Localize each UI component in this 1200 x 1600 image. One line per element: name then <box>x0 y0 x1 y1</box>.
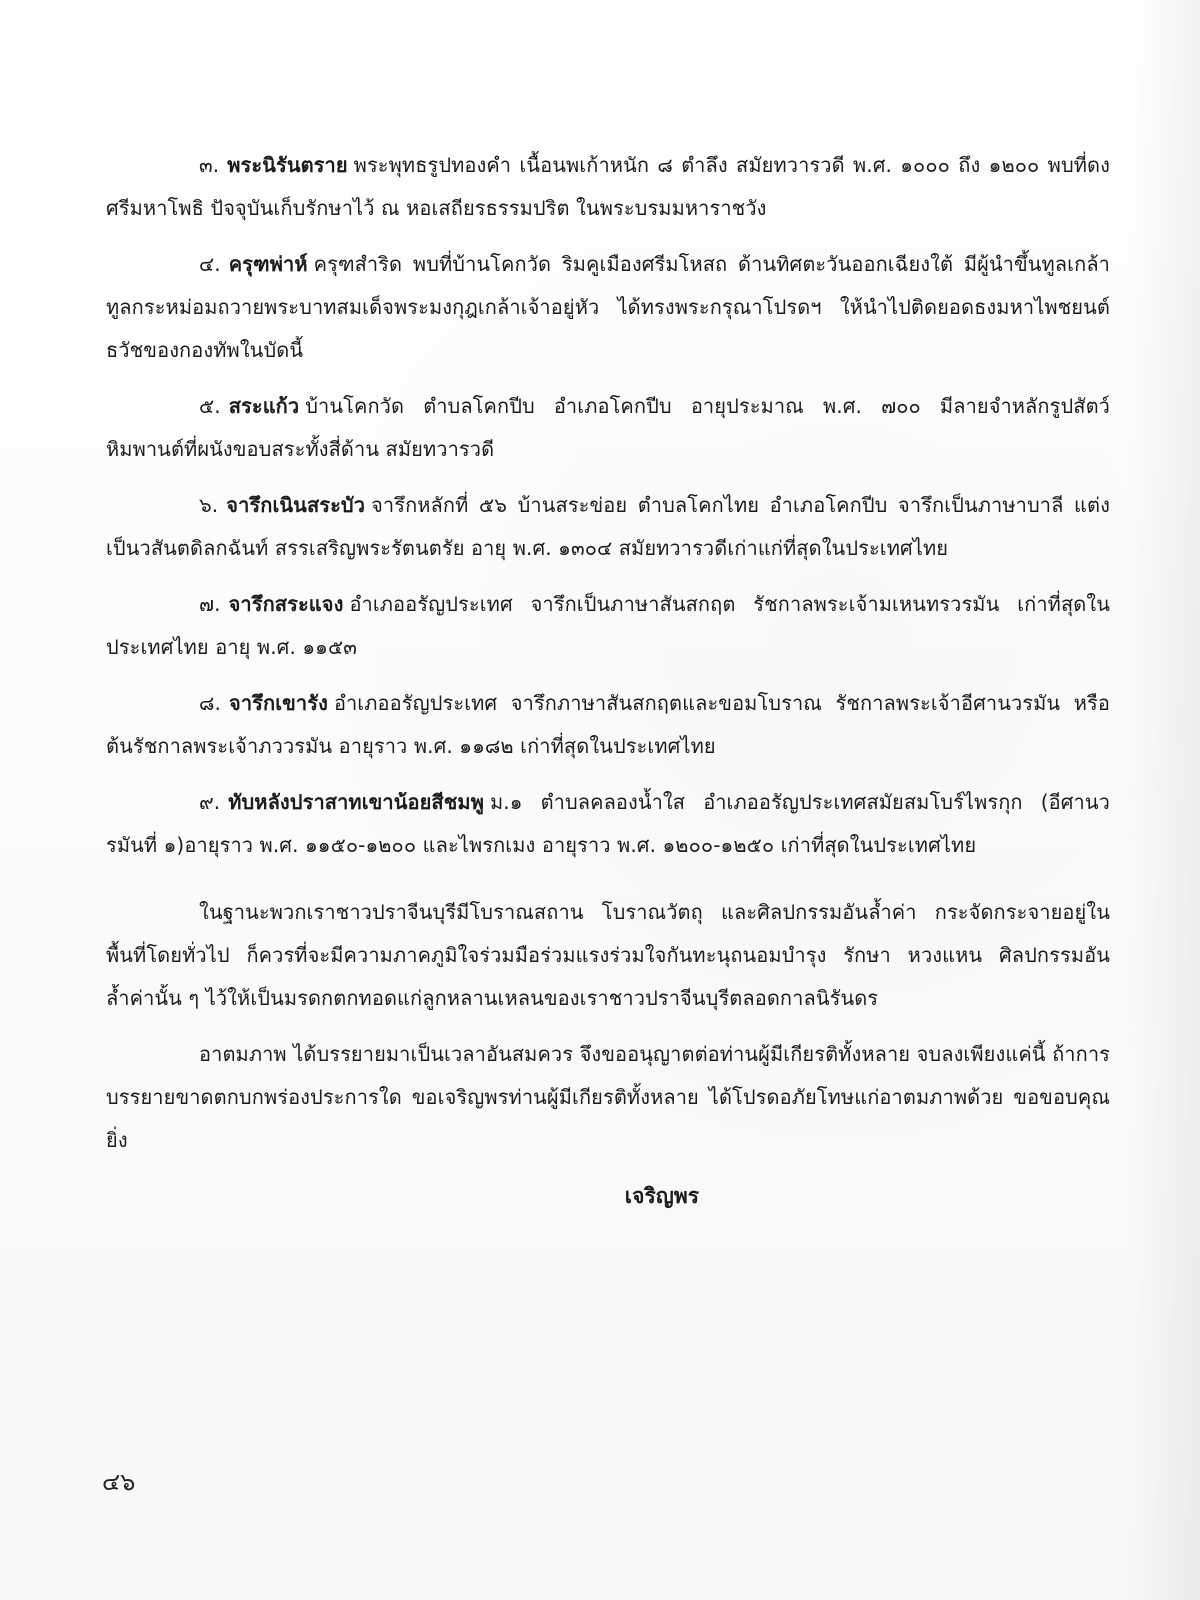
list-item-3 <box>106 144 1110 230</box>
item-title: จารึกสระแจง <box>228 592 344 616</box>
item-text: จารึกหลักที่ ๕๖ บ้านสระข่อย ตำบลโคกไทย อำเภอโคกปีบ จารึกเป็นภาษาบาลี แต่งเป็นวสันตดิลกฉันท์ สรรเสริญพระรัตนตรัย อายุ พ.ศ. ๑๓๐๔ สมัยทวารวดีเก่าแก่ที่สุดในประเทศไทย <box>106 493 1110 560</box>
body-paragraph-heritage: ในฐานะพวกเราชาวปราจีนบุรีมีโบราณสถาน โบราณวัตถุ และศิลปกรรมอันล้ำค่า กระจัดกระจายอยู่ในพื้นที่โดยทั่วไป ก็ควรที่จะมีความภาคภูมิใจร่วมมือร่วมแรงร่วมใจกันทะนุถนอมบำรุง รักษา หวงแหน ศิลปกรรมอันล้ำค่านั้น ๆ ไว้ให้เป็นมรดกตกทอดแก่ลูกหลานเหลนของเราชาวปราจีนบุรีตลอดกาลนิรันดร <box>106 900 1110 1010</box>
list-item-4 <box>106 243 1110 372</box>
item-text: ม.๑ ตำบลคลองน้ำใส อำเภออรัญประเทศสมัยสมโบร์ไพรกุก (อีศานวรมันที่ ๑)อายุราว พ.ศ. ๑๑๕๐-๑๒๐๐ และไพรกเมง อายุราว พ.ศ. ๑๒๐๐-๑๒๕๐ เก่าที่สุดในประเทศไทย <box>106 790 1110 857</box>
item-title: พระนิรันตราย <box>227 153 348 177</box>
item-number: ๖. <box>199 493 219 517</box>
list-item-6 <box>106 484 1110 570</box>
list-item-9 <box>106 781 1110 867</box>
item-title: สระแก้ว <box>228 394 300 418</box>
item-number: ๘. <box>199 691 221 715</box>
list-item-7 <box>106 583 1110 669</box>
item-number: ๗. <box>199 592 221 616</box>
item-text: อำเภออรัญประเทศ จารึกเป็นภาษาสันสกฤต รัชกาลพระเจ้ามเหนทรวรมัน เก่าที่สุดในประเทศไทย อายุ พ.ศ. ๑๑๕๓ <box>106 592 1110 659</box>
document-body <box>106 144 1110 1218</box>
list-item-8 <box>106 682 1110 768</box>
item-number: ๔. <box>199 252 221 276</box>
page-number: ๔๖ <box>102 1468 136 1496</box>
item-title: ครุฑพ่าห์ <box>228 252 308 276</box>
item-number: ๓. <box>199 153 220 177</box>
body-paragraph-closing: อาตมภาพ ได้บรรยายมาเป็นเวลาอันสมควร จึงขออนุญาตต่อท่านผู้มีเกียรติทั้งหลาย จบลงเพียงแค่นี้ ถ้าการบรรยายขาดตกบกพร่องประการใด ขอเจริญพรท่านผู้มีเกียรติทั้งหลาย ได้โปรดอภัยโทษแก่อาตมภาพด้วย ขอขอบคุณยิ่ง <box>106 1042 1110 1152</box>
closing-blessing: เจริญพร <box>624 1184 700 1208</box>
item-text: ครุฑสำริด พบที่บ้านโคกวัด ริมคูเมืองศรีมโหสถ ด้านทิศตะวันออกเฉียงใต้ มีผู้นำขึ้นทูลเกล้าทูลกระหม่อมถวายพระบาทสมเด็จพระมงกุฎเกล้าเจ้าอยู่หัว ได้ทรงพระกรุณาโปรดฯ ให้นำไปติดยอดธงมหาไพชยนต์ธวัชของกองทัพในบัดนี้ <box>106 252 1110 362</box>
list-item-5 <box>106 385 1110 471</box>
item-number: ๕. <box>199 394 221 418</box>
item-text: อำเภออรัญประเทศ จารึกภาษาสันสกฤตและขอมโบราณ รัชกาลพระเจ้าอีศานวรมัน หรือต้นรัชกาลพระเจ้าภววรมัน อายุราว พ.ศ. ๑๑๘๒ เก่าที่สุดในประเทศไทย <box>106 691 1110 758</box>
item-number: ๙. <box>199 790 221 814</box>
item-title: ทับหลังปราสาทเขาน้อยสีชมพู <box>228 790 484 814</box>
item-title: จารึกเขารัง <box>229 691 328 715</box>
item-text: บ้านโคกวัด ตำบลโคกปีบ อำเภอโคกปีบ อายุประมาณ พ.ศ. ๗๐๐ มีลายจำหลักรูปสัตว์หิมพานต์ที่ผนังขอบสระทั้งสี่ด้าน สมัยทวารวดี <box>106 394 1110 461</box>
item-title: จารึกเนินสระบัว <box>226 493 366 517</box>
item-text: พระพุทธรูปทองคำ เนื้อนพเก้าหนัก ๘ ตำลึง สมัยทวารวดี พ.ศ. ๑๐๐๐ ถึง ๑๒๐๐ พบที่ดงศรีมหาโพธิ ปัจจุบันเก็บรักษาไว้ ณ หอเสถียรธรรมปริต ในพระบรมมหาราชวัง <box>106 153 1110 220</box>
